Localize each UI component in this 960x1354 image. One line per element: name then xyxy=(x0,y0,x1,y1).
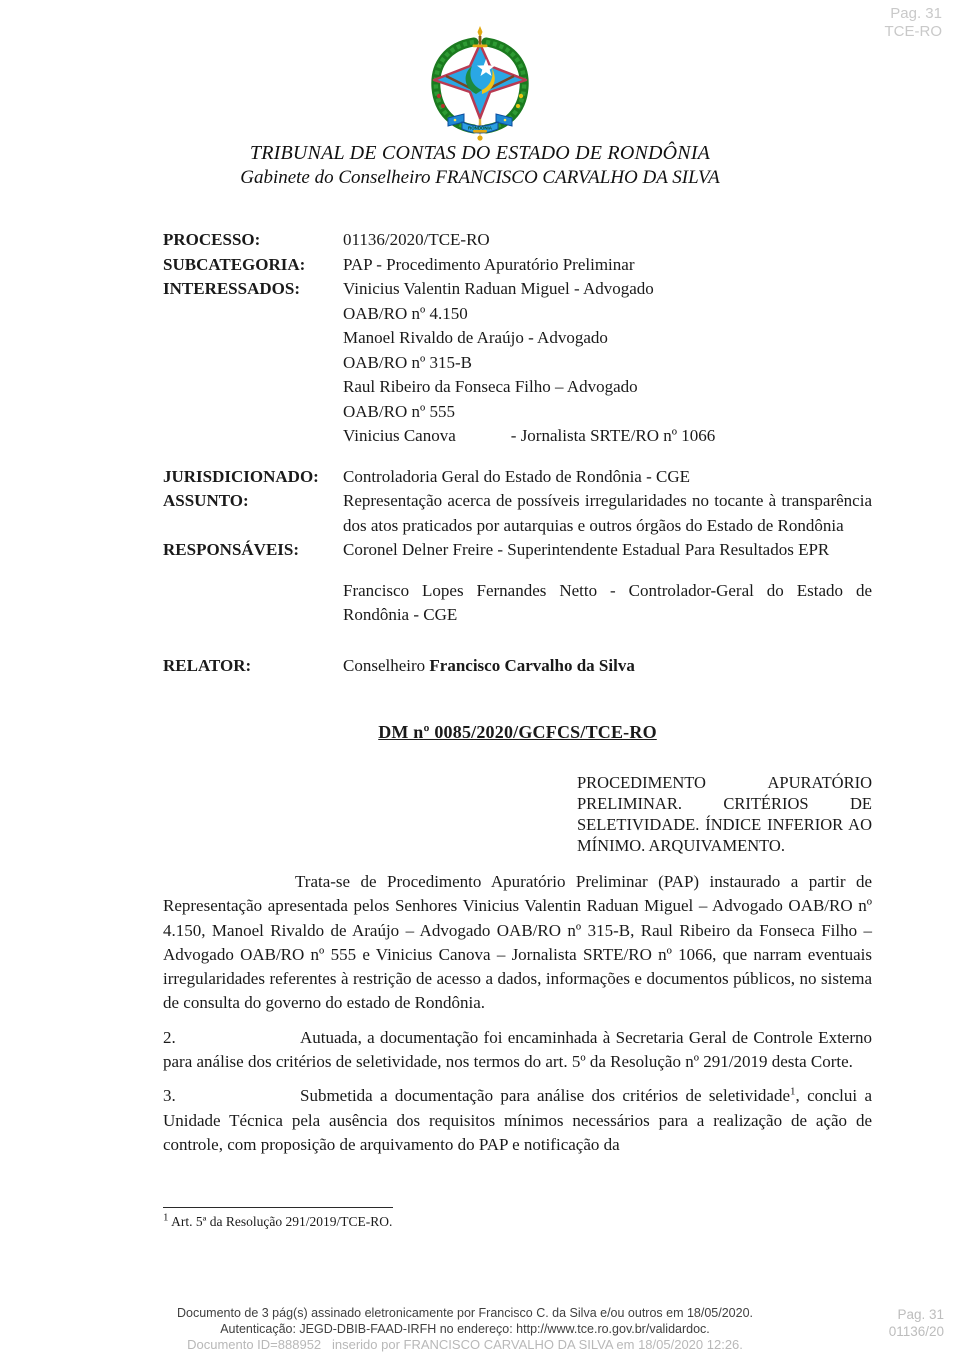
page-header-info xyxy=(885,5,943,40)
decision-number-heading: DM nº 0085/2020/GCFCS/TCE-RO xyxy=(378,722,657,742)
decision-body xyxy=(163,870,872,1167)
interessado-line xyxy=(343,424,872,449)
relator-name: Francisco Carvalho da Silva xyxy=(429,655,635,675)
field-subcategoria xyxy=(163,253,872,278)
paragraph-1: Trata-se de Procedimento Apuratório Preliminar (PAP) instaurado a partir de Representação apresentada pelos Senhores Vinicius Valentin Raduan Miguel – Advogado OAB/RO nº 4.150, Manoel Rivaldo de Araújo – Advogado OAB/RO nº 315-B, Raul Ribeiro da Fonseca Filho – Advogado OAB/RO nº 555 e Vinicius Canova – Jornalista SRTE/RO nº 1066, que narram eventuais irregularidades referentes à restrição de acesso a dados, informações e documentos públicos, no sistema de consulta do governo do estado de Rondônia. xyxy=(163,872,872,1013)
decision-epigraph: PROCEDIMENTO APURATÓRIO PRELIMINAR. CRITÉRIOS DE SELETIVIDADE. ÍNDICE INFERIOR AO MÍNIMO. ARQUIVAMENTO. xyxy=(577,773,872,855)
responsavel-1: Coronel Delner Freire - Superintendente Estadual Para Resultados EPR xyxy=(343,540,830,559)
field-subcategoria-label: SUBCATEGORIA: xyxy=(163,254,306,274)
field-jurisdicionado xyxy=(163,465,872,490)
interessado-name: Vinicius Canova xyxy=(343,426,456,445)
responsavel-2: Francisco Lopes Fernandes Netto - Controlador-Geral do Estado de Rondônia - CGE xyxy=(343,580,872,624)
field-relator-value xyxy=(343,654,872,679)
field-assunto-label: ASSUNTO: xyxy=(163,491,249,510)
signature-line-1: Documento de 3 pág(s) assinado eletronicamente por Francisco C. da Silva e/ou outros em 18/05/2020. xyxy=(176,1306,754,1320)
institution-subtitle: Gabinete do Conselheiro FRANCISCO CARVALHO DA SILVA xyxy=(240,167,720,188)
interessado-line: Manoel Rivaldo de Araújo - Advogado xyxy=(343,328,608,347)
field-processo-value: 01136/2020/TCE-RO xyxy=(343,230,490,249)
interessado-role: - Jornalista SRTE/RO nº 1066 xyxy=(510,426,716,445)
field-assunto xyxy=(163,489,872,538)
paragraph-3-text: Submetida a documentação para análise dos critérios de seletividade xyxy=(300,1086,791,1106)
footnote-marker: 1 xyxy=(163,1211,169,1224)
interessado-line: OAB/RO nº 555 xyxy=(343,401,456,421)
field-relator-label: RELATOR: xyxy=(163,655,252,675)
paragraph-3 xyxy=(163,1084,872,1157)
institution-title: TRIBUNAL DE CONTAS DO ESTADO DE RONDÔNIA xyxy=(249,142,711,164)
field-jurisdicionado-value: Controladoria Geral do Estado de Rondônia - CGE xyxy=(343,466,691,486)
crest-banner-text: RONDÔNIA xyxy=(468,125,492,131)
footer-page-number: Pag. 31 xyxy=(897,1307,944,1322)
field-assunto-value: Representação acerca de possíveis irregularidades no tocante à transparência dos atos praticados por autarquias e outros órgãos do Estado de Rondônia xyxy=(343,491,872,535)
field-jurisdicionado-label: JURISDICIONADO: xyxy=(163,466,319,486)
paragraph-2-text: Autuada, a documentação foi encaminhada à Secretaria Geral de Controle Externo para análise dos critérios de seletividade, nos termos do art. 5º da Resolução nº 291/2019 desta Corte. xyxy=(163,1027,872,1072)
field-processo xyxy=(163,228,872,253)
field-interessados-label: INTERESSADOS: xyxy=(163,279,300,298)
footnote-separator xyxy=(163,1207,393,1208)
footnote-text xyxy=(163,1213,872,1230)
header-page-number: Pag. 31 xyxy=(890,5,942,22)
rondonia-coat-of-arms-icon xyxy=(424,26,536,142)
field-responsaveis xyxy=(163,538,872,628)
field-interessados xyxy=(163,277,872,449)
field-processo-label: PROCESSO: xyxy=(163,230,261,249)
interessado-line: OAB/RO nº 315-B xyxy=(343,352,473,372)
footnote-body: Art. 5ª da Resolução 291/2019/TCE-RO. xyxy=(168,1214,393,1229)
paragraph-2 xyxy=(163,1026,872,1075)
paragraph-3-number: 3. xyxy=(163,1086,176,1106)
document-id-line: Documento ID=888952 inserido por FRANCISCO CARVALHO DA SILVA em 18/05/2020 12:26. xyxy=(187,1337,743,1352)
footnote-reference: 1 xyxy=(790,1085,796,1098)
interessado-line: Vinicius Valentin Raduan Miguel - Advogado xyxy=(343,279,654,298)
header-org-code: TCE-RO xyxy=(884,22,942,40)
footnote-area xyxy=(163,1207,872,1230)
field-subcategoria-value: PAP - Procedimento Apuratório Preliminar xyxy=(343,254,635,274)
field-responsaveis-value xyxy=(343,538,872,628)
paragraph-3-text-cont: , conclui a Unidade Técnica pela ausência dos requisitos mínimos necessários para a realização de ação de controle, com proposição de arquivamento do PAP e notificação da xyxy=(163,1086,872,1154)
field-relator xyxy=(163,654,872,679)
field-responsaveis-label: RESPONSÁVEIS: xyxy=(163,540,300,559)
interessado-line: OAB/RO nº 4.150 xyxy=(343,303,468,323)
page-footer-info xyxy=(889,1307,944,1340)
signature-footer xyxy=(30,1306,900,1353)
case-metadata xyxy=(163,228,872,678)
paragraph-2-number: 2. xyxy=(163,1027,176,1047)
interessado-line: Raul Ribeiro da Fonseca Filho – Advogado xyxy=(343,377,638,396)
authentication-line: Autenticação: JEGD-DBIB-FAAD-IRFH no endereço: http://www.tce.ro.gov.br/validardoc. xyxy=(220,1321,710,1336)
institution-header xyxy=(0,141,960,190)
footer-process-number: 01136/20 xyxy=(888,1323,944,1339)
relator-prefix: Conselheiro xyxy=(343,655,430,675)
field-interessados-value xyxy=(343,277,872,449)
